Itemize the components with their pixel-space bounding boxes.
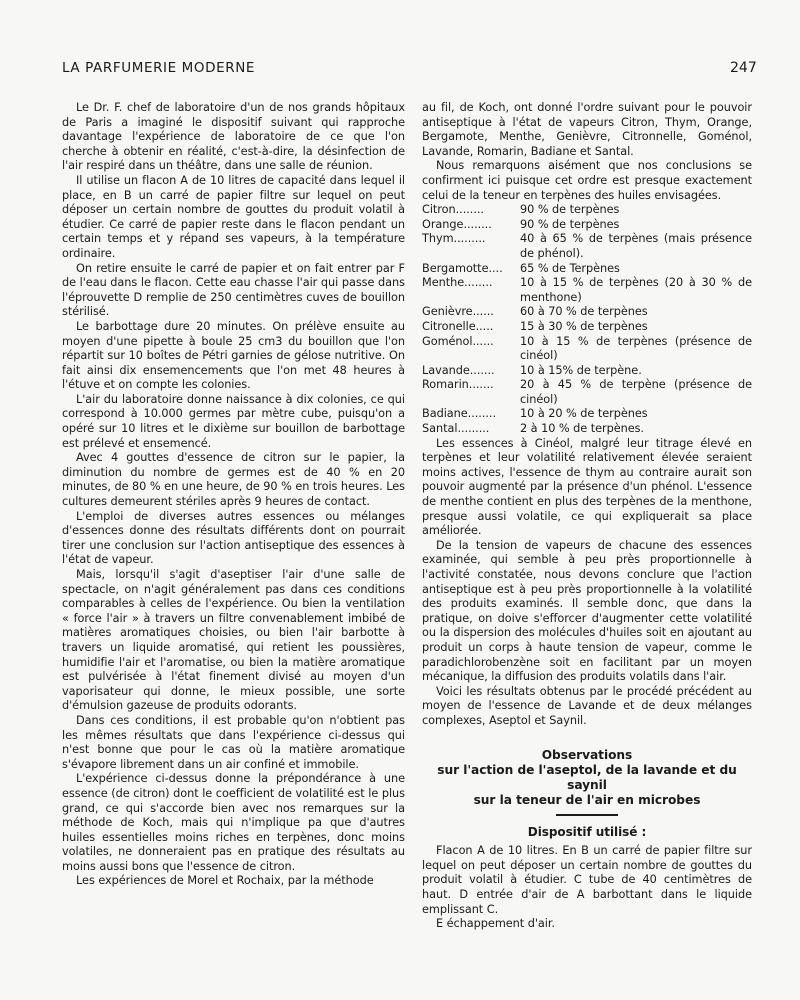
section-body: Flacon A de 10 litres. En B un carré de papier filtre sur lequel on peut déposer un certain nombre de gouttes du produit volatil à étudier. C tube de 40 centimètres de haut. D entrée d'air de A barbottant dans le liquide emplissant C. — [422, 844, 752, 916]
essence-name: Thym......... — [422, 232, 486, 246]
section-subheading: Dispositif utilisé : — [527, 824, 647, 839]
essence-name: Citron........ — [422, 203, 484, 217]
table-row — [422, 203, 752, 218]
terpene-value: 2 à 10 % de terpènes. — [520, 422, 644, 436]
essence-name: Badiane........ — [422, 407, 496, 421]
right-intro: au fil, de Koch, ont donné l'ordre suivant pour le pouvoir antiseptique à l'état de vapeurs Citron, Thym, Orange, Bergamote, Menthe, Genièvre, Citronnelle, Goménol, Lavande, Romarin, Badiane et Santal. — [422, 101, 752, 158]
table-row — [422, 276, 752, 305]
terpene-value: 10 à 15% de terpène. — [520, 363, 642, 377]
section-title-line-3: sur la teneur de l'air en microbes — [473, 792, 701, 807]
terpene-value: 60 à 70 % de terpènes — [520, 305, 648, 319]
terpene-value: 20 à 45 % de terpène (présence de cinéol) — [520, 378, 752, 406]
table-row — [422, 305, 752, 320]
essence-name: Bergamotte.... — [422, 261, 503, 275]
essence-name: Lavande....... — [422, 363, 495, 377]
section-last-line: E échappement d'air. — [436, 917, 555, 931]
terpene-value: 10 à 15 % de terpènes (présence de cinéol) — [520, 334, 752, 363]
essence-name: Goménol...... — [422, 334, 494, 348]
page-number: 247 — [730, 60, 757, 76]
left-paragraph-1: Le Dr. F. chef de laboratoire d'un de nos grands hôpitaux de Paris a imaginé le dispositif suivant qui rapproche davantage l'expérience de laboratoire de ce que l'on cherche à obtenir en réalité, c'est-à-dire, la désinfection de l'air respiré dans un théâtre, dans une salle de réunion. — [62, 101, 405, 173]
essence-name: Genièvre...... — [422, 305, 494, 319]
section-divider — [556, 814, 618, 816]
terpene-value: 10 à 15 % de terpènes (20 à 30 % de menthone) — [520, 276, 752, 304]
essence-name: Menthe........ — [422, 276, 493, 290]
left-paragraph-5: L'air du laboratoire donne naissance à dix colonies, ce qui correspond à 10.000 germes par mètre cube, puisqu'on a opéré sur 10 litres et le dixième sur bouillon de barbottage est prélevé et ensemencé. — [62, 392, 405, 450]
section-title-line-2: sur l'action de l'aseptol, de la lavande et du saynil — [437, 762, 737, 792]
journal-title: LA PARFUMERIE MODERNE — [62, 60, 256, 76]
left-paragraph-11: Les expériences de Morel et Rochaix, par la méthode — [76, 874, 374, 888]
essence-name: Orange........ — [422, 217, 492, 231]
essence-name: Santal......... — [422, 422, 490, 436]
right-paragraph-3: Les essences à Cinéol, malgré leur titrage élevé en terpènes et leur volatilité relativement élevée seraient moins actives, l'essence de thym au contraire aurait son pouvoir augmenté par la présence d'un phénol. L'essence de menthe contient en plus des terpènes de la menthone, presque aussi volatile, ce qui expliquerait sa place améliorée. — [422, 436, 752, 538]
table-row — [422, 320, 752, 335]
terpene-value: 90 % de terpènes — [520, 203, 620, 217]
right-paragraph-5: Voici les résultats obtenus par le procédé précédent au moyen de l'essence de Lavande et de deux mélanges complexes, Aseptol et Saynil. — [422, 684, 752, 727]
left-paragraph-2: Il utilise un flacon A de 10 litres de capacité dans lequel il place, en B un carré de papier filtre sur lequel on peut déposer un certain nombre de gouttes du produit volatil à étudier. Ce carré de papier reste dans le flacon pendant un certain temps et y répand ses vapeurs, à la température ordinaire. — [62, 173, 405, 260]
table-row — [422, 422, 752, 437]
left-paragraph-10: L'expérience ci-dessus donne la prépondérance à une essence (de citron) dont le coefficient de volatilité est le plus grand, ce qui s'accorde bien avec nos remarques sur la méthode de Koch, mais qui n'implique pa que d'autres huiles essentielles moins riches en terpènes, donc moins volatiles, ne donneraient pas en pratique des résultats au moins aussi bons que l'essence de citron. — [62, 772, 405, 873]
left-paragraph-7: L'emploi de diverses autres essences ou mélanges d'essences donne des résultats différents dont on pourrait tirer une conclusion sur l'action antiseptique des essences à l'état de vapeur. — [62, 509, 405, 567]
section-title — [422, 748, 752, 808]
terpene-value: 40 à 65 % de terpènes (mais présence de phénol). — [520, 232, 752, 260]
left-paragraph-4: Le barbottage dure 20 minutes. On prélève ensuite au moyen d'une pipette à boule 25 cm3 du bouillon que l'on répartit sur 10 boîtes de Pétri garnies de gélose nutritive. On fait ainsi dix ensemencements que l'on met 48 heures à l'étuve et on compte les colonies. — [62, 319, 405, 392]
terpene-value: 65 % de Terpènes — [520, 261, 620, 275]
right-paragraph-2: Nous remarquons aisément que nos conclusions se confirment ici puisque cet ordre est presque exactement celui de la teneur en terpènes des huiles envisagées. — [422, 159, 752, 202]
right-paragraph-4: De la tension de vapeurs de chacune des essences examinée, qui semble à peu près proportionnelle à l'activité constatée, nous devons conclure que l'action antiseptique est à peu près proportionnelle à la volatilité des produits examinés. Il semble donc, que dans la pratique, on doive s'efforcer d'augmenter cette volatilité ou la dispersion des molécules d'huiles soit en ajoutant au produit un corps à haute tension de vapeur, comme le paradichlorobenzène soit en facilitant par un moyen mécanique, la diffusion des produits volatils dans l'air. — [422, 538, 752, 684]
left-paragraph-3: On retire ensuite le carré de papier et on fait entrer par F de l'eau dans le flacon. Cette eau chasse l'air qui passe dans l'éprouvette D remplie de 250 centimètres cuves de bouillon stérilisé. — [62, 261, 405, 319]
left-paragraph-9: Dans ces conditions, il est probable qu'on n'obtient pas les mêmes résultats que dans l'expérience ci-dessus qui n'est bonne que pour le cas où la matière aromatique s'évapore librement dans un air confiné et immobile. — [62, 713, 405, 771]
left-paragraph-6: Avec 4 gouttes d'essence de citron sur le papier, la diminution du nombre de germes est de 40 % en 20 minutes, de 80 % en une heure, de 90 % en trois heures. Les cultures demeurent stériles après 9 heures de contact. — [62, 451, 405, 509]
essence-name: Citronelle..... — [422, 319, 494, 333]
terpene-value: 90 % de terpènes — [520, 217, 620, 231]
left-column — [62, 101, 405, 889]
table-row — [422, 218, 752, 233]
essence-name: Romarin....... — [422, 378, 494, 392]
left-paragraph-8: Mais, lorsqu'il s'agit d'aseptiser l'air d'une salle de spectacle, on n'agit généralement pas dans ces conditions comparables à celles de l'expérience. Ou bien la ventilation « force l'air » à travers un filtre convenablement imbibé de matières aromatiques choisies, ou bien l'air barbotte à travers un liquide aromatisé, qui retient les poussières, humidifie l'air et l'aromatise, ou bien la matière aromatique est pulvérisée à l'état finement divisé au moyen d'un vaporisateur qui donne, le mieux possible, une sorte d'émulsion gazeuse de produits odorants. — [62, 568, 405, 713]
table-row — [422, 262, 752, 277]
table-row — [422, 232, 752, 261]
section-title-line-1: Observations — [541, 747, 633, 762]
page-header — [0, 60, 800, 80]
table-row — [422, 407, 752, 422]
table-row — [422, 335, 752, 364]
terpene-table — [422, 203, 752, 437]
table-row — [422, 364, 752, 379]
table-row — [422, 378, 752, 407]
terpene-value: 10 à 20 % de terpènes — [520, 407, 648, 421]
right-column — [422, 101, 752, 932]
terpene-value: 15 à 30 % de terpènes — [520, 319, 648, 333]
